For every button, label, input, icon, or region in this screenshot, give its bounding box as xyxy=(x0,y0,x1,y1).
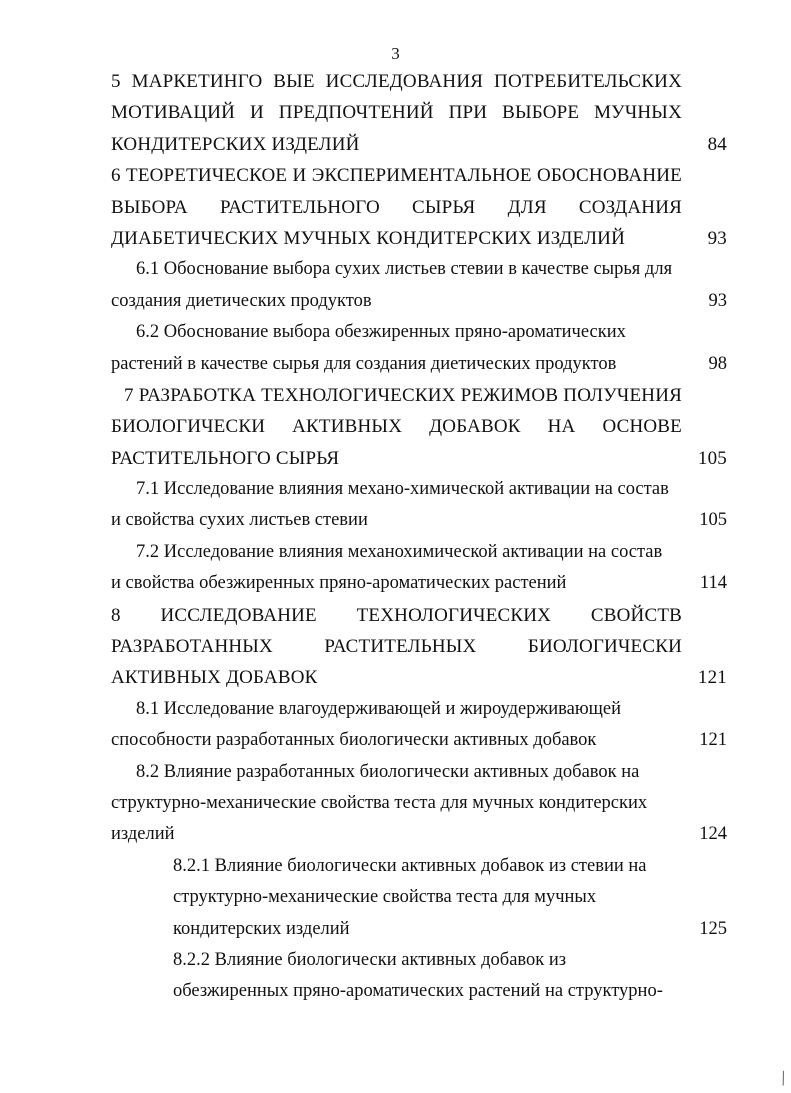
toc-line-text: ДИАБЕТИЧЕСКИХ МУЧНЫХ КОНДИТЕРСКИХ ИЗДЕЛИЙ xyxy=(111,227,625,249)
toc-line-text: структурно-механические свойства теста для мучных xyxy=(173,887,597,908)
toc-line-text: БИОЛОГИЧЕСКИ АКТИВНЫХ ДОБАВОК НА ОСНОВЕ xyxy=(111,416,682,438)
toc-line-text: растений в качестве сырья для создания диетических продуктов xyxy=(111,353,617,374)
toc-line-text: изделий xyxy=(111,824,175,845)
toc-line xyxy=(0,223,791,254)
toc-line-text: структурно-механические свойства теста для мучных кондитерских xyxy=(111,792,648,813)
toc-line xyxy=(0,662,791,693)
toc-line-text: кондитерских изделий xyxy=(173,918,350,939)
toc-line-text: способности разработанных биологически активных добавок xyxy=(111,730,597,751)
toc-line-text: создания диетических продуктов xyxy=(111,290,372,311)
toc-line xyxy=(0,411,791,442)
toc-line xyxy=(0,631,791,662)
toc-line-text: и свойства обезжиренных пряно-ароматических растений xyxy=(111,573,567,594)
toc-line-text: МОТИВАЦИЙ И ПРЕДПОЧТЕНИЙ ПРИ ВЫБОРЕ МУЧНЫХ xyxy=(111,102,682,124)
toc-line xyxy=(0,819,791,850)
toc-line xyxy=(0,914,791,945)
scan-artifact-mark: ⁄ xyxy=(776,1069,791,1088)
table-of-contents xyxy=(0,66,791,1008)
toc-line xyxy=(0,757,791,788)
toc-page-number: 98 xyxy=(708,353,727,374)
toc-line-text: 7.1 Исследование влияния механо-химической активации на состав xyxy=(136,479,669,500)
toc-line xyxy=(0,97,791,128)
toc-line-text: и свойства сухих листьев стевии xyxy=(111,510,368,531)
toc-line-text: РАЗРАБОТАННЫХ РАСТИТЕЛЬНЫХ БИОЛОГИЧЕСКИ xyxy=(111,636,682,658)
toc-line xyxy=(0,160,791,191)
toc-page-number: 124 xyxy=(699,824,727,845)
toc-line-text: ВЫБОРА РАСТИТЕЛЬНОГО СЫРЬЯ ДЛЯ СОЗДАНИЯ xyxy=(111,196,682,218)
toc-line-text: КОНДИТЕРСКИХ ИЗДЕЛИЙ xyxy=(111,133,360,155)
toc-line-text: 8.2.1 Влияние биологически активных добавок из стевии на xyxy=(173,855,647,876)
toc-line xyxy=(0,568,791,599)
toc-line-text: 6.1 Обоснование выбора сухих листьев стевии в качестве сырья для xyxy=(136,259,673,280)
toc-page-number: 93 xyxy=(708,290,727,311)
toc-line xyxy=(0,882,791,913)
toc-line-text: 6.2 Обоснование выбора обезжиренных пряно-ароматических xyxy=(136,322,626,343)
toc-line xyxy=(0,317,791,348)
toc-line xyxy=(0,945,791,976)
toc-line-text: обезжиренных пряно-ароматических растений на структурно- xyxy=(173,981,663,1002)
toc-line xyxy=(0,474,791,505)
toc-line xyxy=(0,725,791,756)
toc-page-number: 84 xyxy=(707,133,727,155)
toc-line-text: 8.2.2 Влияние биологически активных добавок из xyxy=(173,949,567,970)
toc-line xyxy=(0,694,791,725)
toc-page-number: 114 xyxy=(699,573,727,594)
toc-line-text: РАСТИТЕЛЬНОГО СЫРЬЯ xyxy=(111,447,340,469)
toc-line xyxy=(0,66,791,97)
toc-line xyxy=(0,254,791,285)
toc-line-text: 6 ТЕОРЕТИЧЕСКОЕ И ЭКСПЕРИМЕНТАЛЬНОЕ ОБОСНОВАНИЕ xyxy=(111,165,682,187)
toc-line xyxy=(0,349,791,380)
page-number: 3 xyxy=(391,44,400,63)
toc-line-text: 7.2 Исследование влияния механохимической активации на состав xyxy=(136,541,663,562)
toc-line xyxy=(0,788,791,819)
toc-line-text: 8.1 Исследование влагоудерживающей и жироудерживающей xyxy=(136,698,622,719)
toc-line xyxy=(0,505,791,536)
toc-line xyxy=(0,443,791,474)
toc-line xyxy=(0,600,791,631)
toc-page-number: 125 xyxy=(699,918,727,939)
toc-line-text: 7 РАЗРАБОТКА ТЕХНОЛОГИЧЕСКИХ РЕЖИМОВ ПОЛУЧЕНИЯ xyxy=(124,384,682,406)
toc-line xyxy=(0,192,791,223)
toc-line xyxy=(0,537,791,568)
toc-page-number: 105 xyxy=(697,447,727,469)
toc-page-number: 105 xyxy=(699,510,727,531)
toc-line xyxy=(0,129,791,160)
toc-page-number: 121 xyxy=(699,730,727,751)
toc-line xyxy=(0,851,791,882)
toc-line xyxy=(0,286,791,317)
toc-line-text: 8.2 Влияние разработанных биологически активных добавок на xyxy=(136,761,640,782)
toc-line-text: АКТИВНЫХ ДОБАВОК xyxy=(111,667,318,689)
toc-line xyxy=(0,976,791,1007)
toc-page-number: 93 xyxy=(707,227,727,249)
toc-line-text: 5 МАРКЕТИНГО ВЫЕ ИССЛЕДОВАНИЯ ПОТРЕБИТЕЛЬСКИХ xyxy=(111,71,682,92)
toc-line xyxy=(0,380,791,411)
toc-page-number: 121 xyxy=(697,667,727,689)
toc-line-text: 8 ИССЛЕДОВАНИЕ ТЕХНОЛОГИЧЕСКИХ СВОЙСТВ xyxy=(111,604,682,626)
